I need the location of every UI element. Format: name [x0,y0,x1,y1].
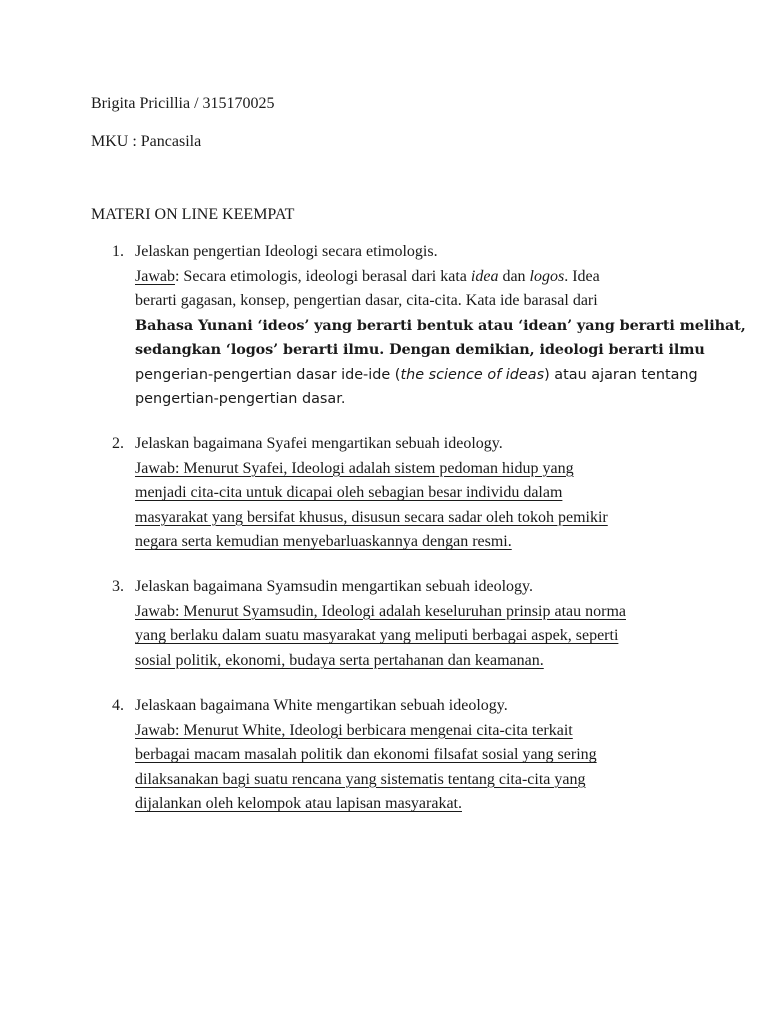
answer-line [135,363,698,388]
document-title: MATERI ON LINE KEEMPAT [91,206,295,223]
question-text: Jelaskan pengertian Ideologi secara etimologis. [135,243,438,260]
answer-line: dilaksanakan bagi suatu rencana yang sistematis tentang cita-cita yang [135,770,586,788]
answer-line: yang berlaku dalam suatu masyarakat yang meliputi berbagai aspek, seperti [135,627,619,644]
question-text: Jelaskan bagaimana Syamsudin mengartikan sebuah ideology. [135,578,533,595]
answer-line: berbagai macam masalah politik dan ekonomi filsafat sosial yang sering [135,746,597,763]
question-number: 1. [112,243,124,260]
course-line: MKU : Pancasila [91,133,202,150]
answer-line: menjadi cita-cita untuk dicapai oleh sebagian besar individu dalam [135,484,563,501]
answer-line: masyarakat yang bersifat khusus, disusun secara sadar oleh tokoh pemikir [135,508,608,526]
question-text: Jelaskan bagaimana Syafei mengartikan sebuah ideology. [135,435,503,452]
answer-text: . Idea [564,267,600,285]
answer-term-idea: idea [470,267,499,285]
question-text: Jelaskaan bagaimana White mengartikan sebuah ideology. [135,697,508,714]
answer-line: sedangkan ‘logos’ berarti ilmu. Dengan demikian, ideologi berarti ilmu [135,341,705,358]
answer-line: sosial politik, ekonomi, budaya serta pertahanan dan keamanan. [135,651,544,669]
author-line: Brigita Pricillia / 315170025 [91,95,275,112]
question-number: 3. [112,578,124,595]
answer-line: Jawab: Menurut White, Ideologi berbicara mengenai cita-cita terkait [135,721,573,739]
question-4 [135,694,695,817]
question-2 [135,432,695,555]
answer-text: : Secara etimologis, ideologi berasal dari kata [174,267,471,285]
answer-text: ) atau ajaran tentang [544,366,698,383]
answer-line: dijalankan oleh kelompok atau lapisan masyarakat. [135,795,462,812]
answer-text: pengerian-pengertian dasar ide-ide ( [135,366,401,383]
answer-line [135,265,695,290]
answer-line: pengertian-pengertian dasar. [135,391,346,407]
answer-label: Jawab [135,267,175,285]
question-number: 4. [112,697,124,714]
question-number: 2. [112,435,124,452]
answer-term-science: the science of ideas [400,366,545,383]
answer-line: Jawab: Menurut Syafei, Ideologi adalah sistem pedoman hidup yang [135,459,574,477]
answer-text: dan [498,267,530,285]
question-1 [135,240,746,412]
answer-line: Jawab: Menurut Syamsudin, Ideologi adalah keseluruhan prinsip atau norma [135,602,626,620]
question-3 [135,575,695,673]
answer-term-logos: logos [529,267,565,285]
answer-line: berarti gagasan, konsep, pengertian dasar, cita-cita. Kata ide barasal dari [135,292,598,309]
answer-line: Bahasa Yunani ‘ideos’ yang berarti bentuk atau ‘idean’ yang berarti melihat, [135,316,746,334]
answer-line: negara serta kemudian menyebarluaskannya dengan resmi. [135,533,512,550]
